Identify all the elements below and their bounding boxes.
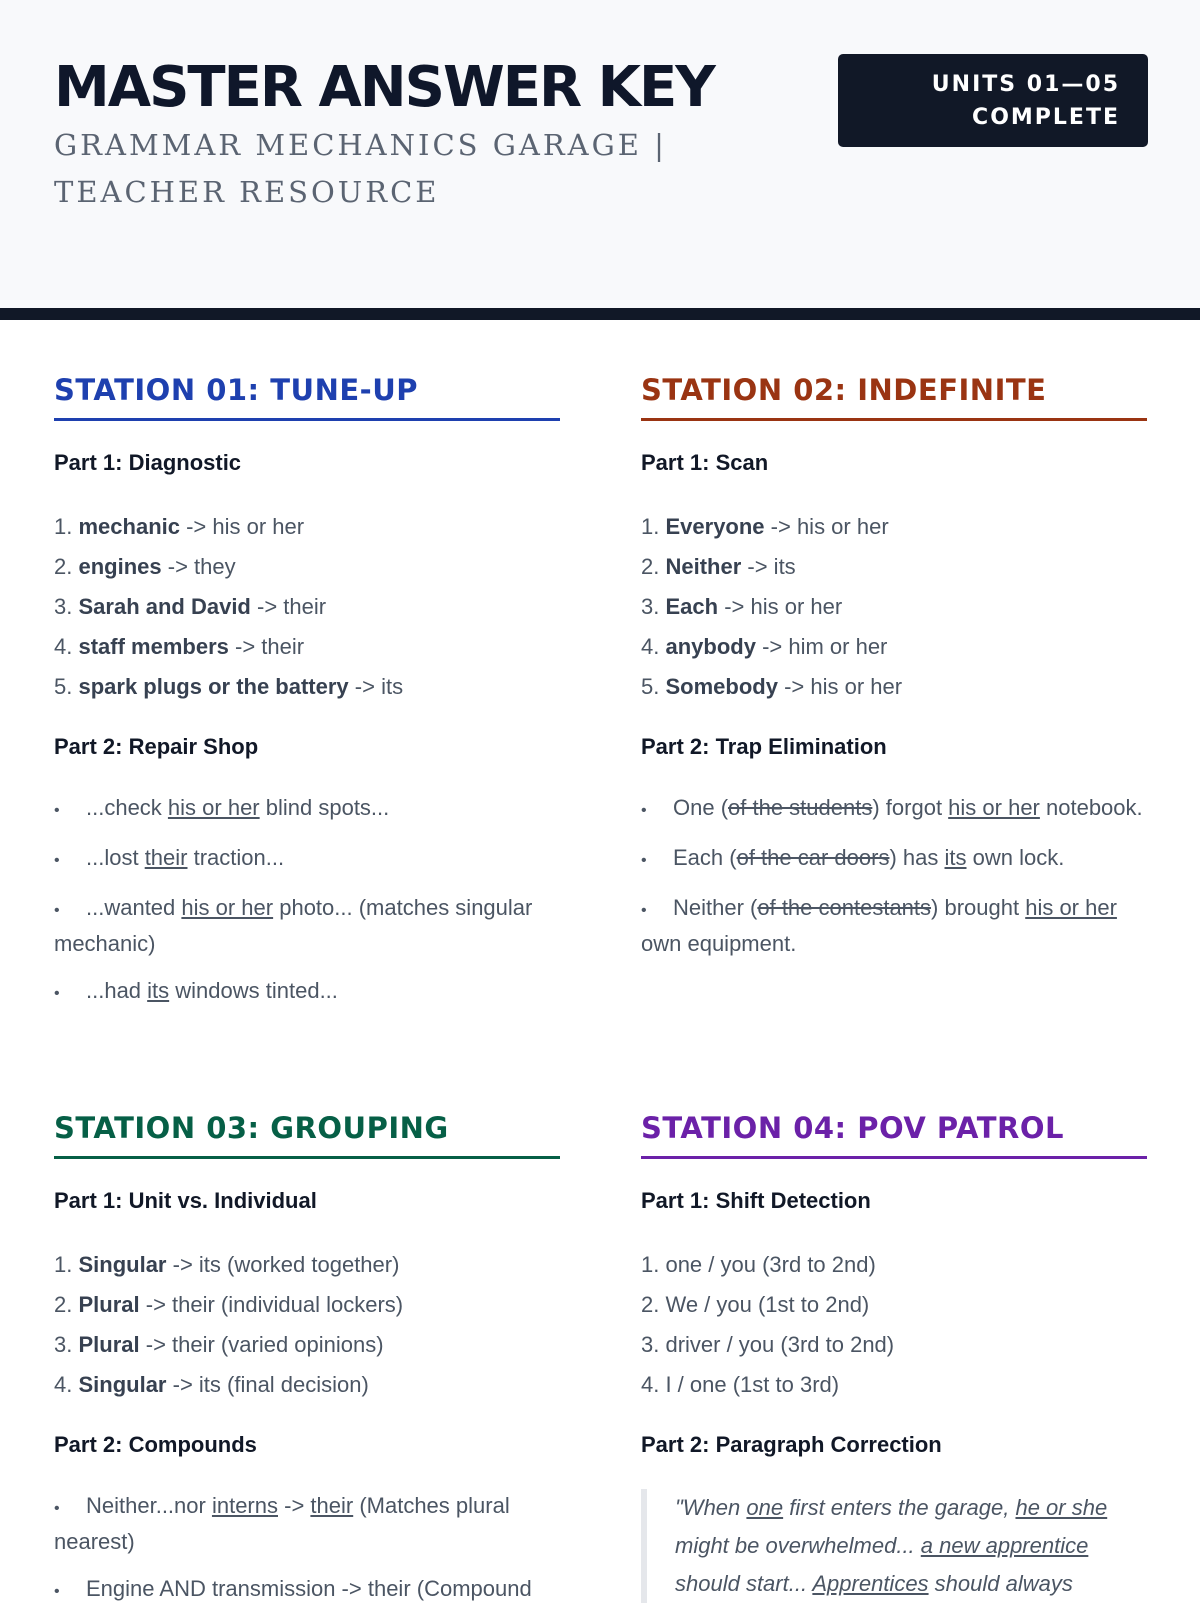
list-item: 3. Plural -> their (varied opinions) [54,1332,384,1357]
page-subtitle: GRAMMAR MECHANICS GARAGE | TEACHER RESOURCE [54,128,667,209]
list-item: 3. Sarah and David -> their [54,594,327,619]
list-item: 1. one / you (3rd to 2nd) [641,1252,876,1277]
list-item: 5. Somebody -> his or her [641,674,903,699]
list-item: 4. I / one (1st to 3rd) [641,1372,840,1397]
station-title: STATION 01: TUNE-UP [54,370,560,421]
part-heading: Part 2: Paragraph Correction [641,1432,942,1457]
station-04 [641,1108,1147,1603]
list-item: • Neither (of the contestants) brought his or her own equipment. [641,891,1147,960]
list-item: • ...had its windows tinted... [54,974,560,1010]
answer-list [641,507,1147,707]
list-item: 4. anybody -> him or her [641,634,888,659]
list-item: • ...wanted his or her photo... (matches singular mechanic) [54,891,560,960]
station-title: STATION 03: GROUPING [54,1108,560,1159]
part-heading: Part 2: Repair Shop [54,734,259,759]
list-item: • One (of the students) forgot his or her notebook. [641,791,1147,827]
bullet-list [641,791,1147,960]
list-item: 1. Singular -> its (worked together) [54,1252,400,1277]
list-item: 5. spark plugs or the battery -> its [54,674,404,699]
station-01 [54,370,560,1024]
status-badge [838,54,1148,147]
list-item: 4. staff members -> their [54,634,305,659]
answer-list [641,1245,1147,1405]
corrected-paragraph: "When one first enters the garage, he or she might be overwhelmed... a new apprentice should start... Apprentices should always [641,1489,1147,1603]
station-title: STATION 02: INDEFINITE [641,370,1147,421]
list-item: • Each (of the car doors) has its own lock. [641,841,1147,877]
station-02 [641,370,1147,974]
list-item: 2. Plural -> their (individual lockers) [54,1292,404,1317]
station-03 [54,1108,560,1622]
list-item: 3. Each -> his or her [641,594,843,619]
list-item: 1. Everyone -> his or her [641,514,889,539]
header-divider [0,308,1200,320]
list-item: 2. engines -> they [54,554,236,579]
answer-list [54,507,560,707]
list-item: • ...lost their traction... [54,841,560,877]
part-heading: Part 2: Trap Elimination [641,734,887,759]
part-heading: Part 1: Scan [641,450,769,475]
part-heading: Part 1: Shift Detection [641,1188,871,1213]
list-item: • Engine AND transmission -> their (Compound [54,1572,560,1608]
badge-status: COMPLETE [972,105,1120,130]
page-title: MASTER ANSWER KEY [54,55,714,120]
header [0,0,1200,308]
list-item: 1. mechanic -> his or her [54,514,305,539]
list-item: 2. We / you (1st to 2nd) [641,1292,870,1317]
badge-units: UNITS 01—05 [931,72,1120,97]
list-item: 3. driver / you (3rd to 2nd) [641,1332,895,1357]
part-heading: Part 1: Diagnostic [54,450,242,475]
part-heading: Part 1: Unit vs. Individual [54,1188,317,1213]
bullet-list [54,1489,560,1608]
list-item: • ...check his or her blind spots... [54,791,560,827]
part-heading: Part 2: Compounds [54,1432,257,1457]
bullet-list [54,791,560,1010]
list-item: 2. Neither -> its [641,554,796,579]
list-item: • Neither...nor interns -> their (Matches plural nearest) [54,1489,560,1558]
list-item: 4. Singular -> its (final decision) [54,1372,369,1397]
station-title: STATION 04: POV PATROL [641,1108,1147,1159]
answer-list [54,1245,560,1405]
